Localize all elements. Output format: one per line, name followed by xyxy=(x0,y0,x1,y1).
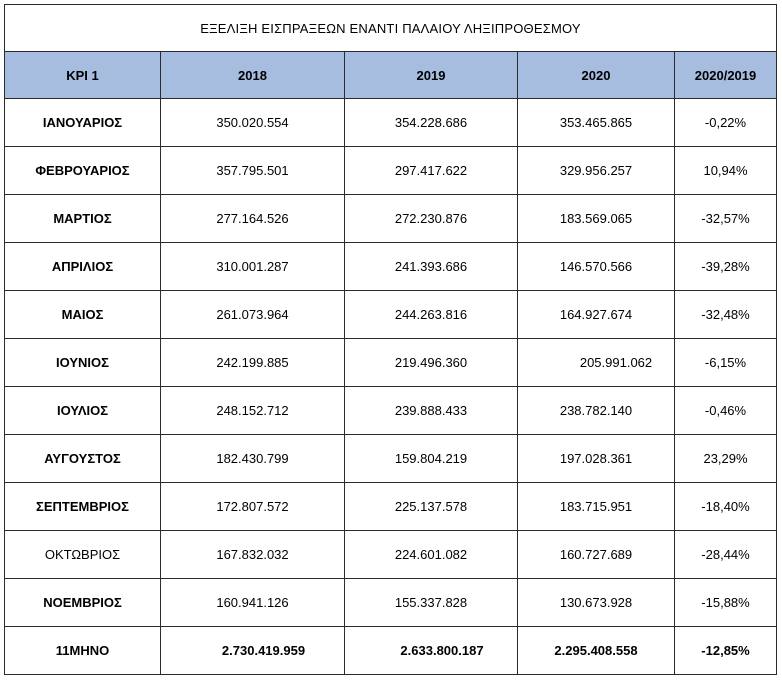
row-change: 10,94% xyxy=(675,147,777,195)
row-change: -0,22% xyxy=(675,99,777,147)
row-month: ΜΑΡΤΙΟΣ xyxy=(5,195,161,243)
row-month: ΙΟΥΝΙΟΣ xyxy=(5,339,161,387)
table-row xyxy=(5,435,777,483)
table-header-row xyxy=(5,52,777,99)
total-value-2020: 2.295.408.558 xyxy=(518,627,675,675)
table-row xyxy=(5,99,777,147)
row-value-2019: 224.601.082 xyxy=(345,531,518,579)
table-row xyxy=(5,243,777,291)
table-title: ΕΞΕΛΙΞΗ ΕΙΣΠΡΑΞΕΩΝ ΕΝΑΝΤΙ ΠΑΛΑΙΟΥ ΛΗΞΙΠΡΟΘΕΣΜΟΥ xyxy=(5,5,777,52)
row-value-2018: 160.941.126 xyxy=(161,579,345,627)
total-value-2018: 2.730.419.959 xyxy=(161,627,345,675)
row-value-2019: 155.337.828 xyxy=(345,579,518,627)
row-value-2020: 329.956.257 xyxy=(518,147,675,195)
row-value-2018: 182.430.799 xyxy=(161,435,345,483)
row-value-2019: 244.263.816 xyxy=(345,291,518,339)
table-row xyxy=(5,339,777,387)
table-row xyxy=(5,195,777,243)
row-value-2020: 353.465.865 xyxy=(518,99,675,147)
table-row xyxy=(5,531,777,579)
row-month: ΝΟΕΜΒΡΙΟΣ xyxy=(5,579,161,627)
row-month: ΜΑΙΟΣ xyxy=(5,291,161,339)
row-month: ΑΠΡΙΛΙΟΣ xyxy=(5,243,161,291)
row-value-2020: 197.028.361 xyxy=(518,435,675,483)
total-label: 11ΜΗΝΟ xyxy=(5,627,161,675)
table-row xyxy=(5,483,777,531)
row-value-2018: 242.199.885 xyxy=(161,339,345,387)
row-value-2018: 261.073.964 xyxy=(161,291,345,339)
row-value-2020: 146.570.566 xyxy=(518,243,675,291)
row-change: -28,44% xyxy=(675,531,777,579)
row-month: ΙΑΝΟΥΑΡΙΟΣ xyxy=(5,99,161,147)
row-change: -39,28% xyxy=(675,243,777,291)
row-value-2019: 297.417.622 xyxy=(345,147,518,195)
row-value-2020: 205.991.062 xyxy=(518,339,675,387)
row-change: -32,48% xyxy=(675,291,777,339)
row-value-2019: 272.230.876 xyxy=(345,195,518,243)
row-value-2018: 357.795.501 xyxy=(161,147,345,195)
row-month: ΙΟΥΛΙΟΣ xyxy=(5,387,161,435)
row-value-2018: 172.807.572 xyxy=(161,483,345,531)
row-value-2020: 130.673.928 xyxy=(518,579,675,627)
header-2019: 2019 xyxy=(345,52,518,99)
header-kpi: KPI 1 xyxy=(5,52,161,99)
row-value-2019: 225.137.578 xyxy=(345,483,518,531)
row-value-2020: 183.569.065 xyxy=(518,195,675,243)
row-month: ΟΚΤΩΒΡΙΟΣ xyxy=(5,531,161,579)
table-row xyxy=(5,147,777,195)
row-value-2020: 183.715.951 xyxy=(518,483,675,531)
row-value-2018: 310.001.287 xyxy=(161,243,345,291)
receipts-table-container xyxy=(4,4,776,675)
total-change: -12,85% xyxy=(675,627,777,675)
row-value-2020: 160.727.689 xyxy=(518,531,675,579)
row-month: ΣΕΠΤΕΜΒΡΙΟΣ xyxy=(5,483,161,531)
table-row xyxy=(5,291,777,339)
row-month: ΑΥΓΟΥΣΤΟΣ xyxy=(5,435,161,483)
row-change: -32,57% xyxy=(675,195,777,243)
table-row xyxy=(5,387,777,435)
receipts-table xyxy=(4,4,777,675)
row-value-2018: 277.164.526 xyxy=(161,195,345,243)
row-value-2018: 350.020.554 xyxy=(161,99,345,147)
row-value-2019: 239.888.433 xyxy=(345,387,518,435)
row-change: -0,46% xyxy=(675,387,777,435)
row-value-2020: 238.782.140 xyxy=(518,387,675,435)
row-change: -6,15% xyxy=(675,339,777,387)
row-change: -18,40% xyxy=(675,483,777,531)
header-2020: 2020 xyxy=(518,52,675,99)
row-value-2020: 164.927.674 xyxy=(518,291,675,339)
row-month: ΦΕΒΡΟΥΑΡΙΟΣ xyxy=(5,147,161,195)
row-change: -15,88% xyxy=(675,579,777,627)
table-title-row xyxy=(5,5,777,52)
total-row xyxy=(5,627,777,675)
row-value-2019: 241.393.686 xyxy=(345,243,518,291)
total-value-2019: 2.633.800.187 xyxy=(345,627,518,675)
row-change: 23,29% xyxy=(675,435,777,483)
header-change: 2020/2019 xyxy=(675,52,777,99)
row-value-2018: 248.152.712 xyxy=(161,387,345,435)
row-value-2019: 159.804.219 xyxy=(345,435,518,483)
table-row xyxy=(5,579,777,627)
row-value-2018: 167.832.032 xyxy=(161,531,345,579)
header-2018: 2018 xyxy=(161,52,345,99)
row-value-2019: 219.496.360 xyxy=(345,339,518,387)
row-value-2019: 354.228.686 xyxy=(345,99,518,147)
